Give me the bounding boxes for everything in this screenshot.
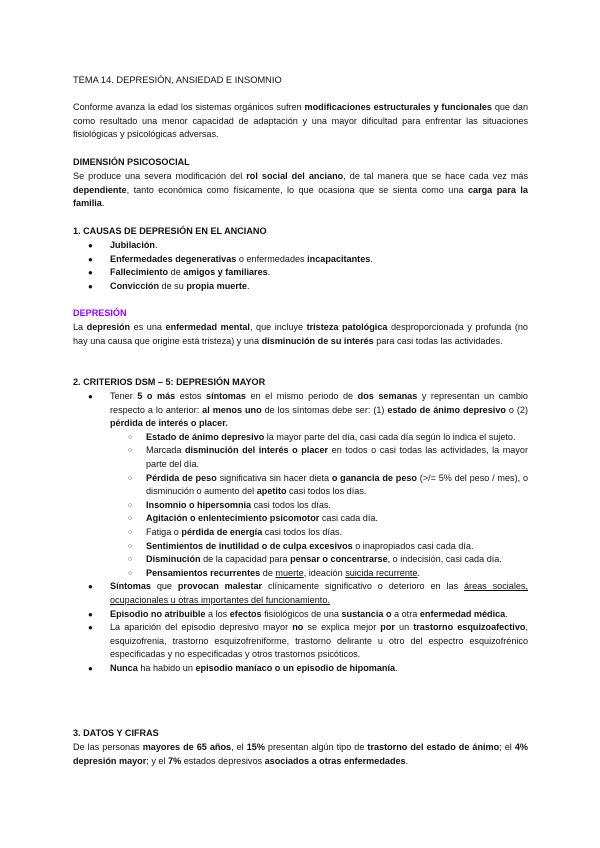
bold-text: pérdida de interés o placer. bbox=[110, 418, 228, 429]
text-run: o inapropiados casi cada día. bbox=[352, 540, 474, 551]
text-run: Conforme avanza la edad los sistemas orgánicos sufren bbox=[73, 102, 305, 112]
bullet-icon: ● bbox=[88, 623, 93, 633]
bold-text: sustancia bbox=[341, 608, 384, 619]
bold-text: 15% bbox=[246, 742, 265, 752]
bold-text: Agitación o enlentecimiento psicomotor bbox=[146, 513, 320, 524]
bold-text: rol social del anciano bbox=[246, 171, 344, 181]
bold-text: enfermedad mental bbox=[165, 322, 250, 332]
sub-list-item bbox=[73, 472, 528, 499]
text-run: clínicamente significativo o deterioro en las bbox=[262, 581, 464, 592]
text-run: a los bbox=[205, 608, 230, 619]
bold-text: Estado de ánimo depresivo bbox=[146, 431, 265, 442]
text-run: ha habido un bbox=[137, 662, 196, 673]
text-run: un bbox=[394, 622, 414, 633]
text-run: , el bbox=[231, 742, 247, 752]
circle-bullet-icon: ○ bbox=[128, 528, 133, 536]
bold-text: o ganancia de peso bbox=[331, 472, 417, 483]
text-run: . bbox=[505, 608, 508, 619]
text-run: ; el bbox=[499, 742, 515, 752]
text-run: . bbox=[101, 198, 105, 209]
text-run: presentan algún tipo de bbox=[264, 742, 368, 752]
text-run: , ideación bbox=[303, 567, 346, 578]
datos-paragraph bbox=[73, 741, 528, 768]
datos-heading: 3. DATOS Y CIFRAS bbox=[73, 728, 159, 738]
bold-text: síntomas bbox=[206, 391, 246, 401]
bold-text: trastorno del estado de ánimo bbox=[367, 742, 500, 752]
bullet-icon: ● bbox=[88, 254, 93, 264]
text-run: . bbox=[370, 253, 373, 264]
text-run: o enfermedades bbox=[236, 253, 308, 264]
bold-text: disminución de su interés bbox=[261, 335, 374, 346]
bold-text: depresión bbox=[86, 322, 131, 332]
text-run: Se produce una severa modificación del bbox=[73, 171, 247, 181]
text-run: se explica mejor bbox=[303, 622, 381, 633]
bold-text: Pérdida de peso bbox=[146, 472, 217, 483]
list-item bbox=[73, 608, 528, 622]
text-run: de bbox=[260, 567, 276, 578]
list-item bbox=[73, 580, 528, 607]
bold-text: disminución del interés o placer bbox=[184, 445, 329, 456]
text-run: desproporcionada y profunda (no hay una causa que origine está tristeza) y una bbox=[73, 322, 528, 346]
text-run: estados depresivos bbox=[181, 755, 265, 766]
bold-text: estado de ánimo depresivo bbox=[387, 404, 506, 415]
text-run: de bbox=[168, 267, 184, 278]
causas-list bbox=[73, 239, 528, 293]
text-run: casi todos los días. bbox=[262, 526, 343, 537]
underlined-text: áreas sociales, ocupacionales u otras importantes del funcionamiento. bbox=[110, 581, 528, 605]
criterios-list bbox=[73, 390, 528, 675]
bold-text: dependiente bbox=[73, 184, 127, 195]
text-run: en el mismo periodo de bbox=[245, 391, 358, 401]
bold-text: Convicción bbox=[110, 280, 160, 291]
bold-text: Enfermedades degenerativas bbox=[110, 253, 237, 264]
text-run: significativa sin hacer dieta bbox=[216, 472, 332, 483]
sub-list-item bbox=[73, 526, 528, 540]
bullet-icon: ● bbox=[88, 241, 93, 250]
bullet-icon: ● bbox=[88, 281, 93, 291]
circle-bullet-icon: ○ bbox=[128, 474, 133, 482]
bold-text: propia muerte bbox=[186, 280, 247, 291]
sub-list-item bbox=[73, 444, 528, 471]
text-run: . bbox=[395, 662, 398, 673]
bold-text: Síntomas bbox=[110, 581, 151, 592]
bold-text: pérdida de energía bbox=[181, 526, 263, 537]
text-run: en todos o casi todas las actividades, la mayor parte del día. bbox=[146, 445, 528, 469]
bold-text: o bbox=[385, 608, 392, 619]
list-item bbox=[73, 621, 528, 662]
sub-list-item bbox=[73, 499, 528, 513]
circle-bullet-icon: ○ bbox=[128, 556, 133, 564]
text-run: , esquizofrenia, trastorno esquizofreniforme, trastorno delirante u otro del espectro esquizofrénico especificadas y no especificadas y otros trastornos psicóticos. bbox=[110, 622, 528, 660]
text-run: fisiológicos de una bbox=[261, 608, 342, 619]
bullet-icon: ● bbox=[88, 268, 93, 278]
document-title: TEMA 14. DEPRESIÓN, ANSIEDAD E INSOMNIO bbox=[73, 75, 282, 85]
text-run: , tanto económica como físicamente, lo que ocasiona que se sienta como una bbox=[126, 184, 468, 195]
text-run: estos bbox=[175, 391, 207, 401]
bold-text: 7% bbox=[168, 755, 182, 766]
list-item bbox=[73, 662, 528, 676]
text-run: que bbox=[150, 581, 178, 592]
text-run: (>/= 5% del peso / mes), o disminución o aumento del bbox=[146, 472, 528, 497]
bold-text: por bbox=[380, 622, 395, 633]
bold-text: tristeza patológica bbox=[306, 322, 388, 332]
bold-text: Pensamientos recurrentes bbox=[146, 567, 261, 578]
bold-text: 4% depresión mayor bbox=[73, 742, 528, 766]
text-run: a otra bbox=[391, 608, 420, 619]
bold-text: asociados a otras enfermedades bbox=[264, 755, 406, 766]
bullet-icon: ● bbox=[88, 582, 93, 592]
bold-text: Nunca bbox=[110, 662, 138, 673]
text-run: , de tal manera que se hace cada vez más bbox=[343, 171, 529, 181]
text-run: . bbox=[154, 240, 158, 250]
bold-text: amigos y familiares bbox=[183, 267, 268, 278]
bold-text: enfermedad médica bbox=[419, 608, 506, 619]
sub-list-item bbox=[73, 512, 528, 526]
text-run: , o indecisión, casi cada día. bbox=[387, 554, 502, 565]
text-run: . bbox=[246, 280, 250, 291]
sub-list-item bbox=[73, 567, 528, 581]
text-run: la mayor parte del día, casi cada día según lo indica el sujeto. bbox=[264, 431, 516, 442]
bold-text: Episodio no atribuible bbox=[110, 608, 206, 619]
bold-text: 5 o más bbox=[137, 391, 176, 401]
bold-text: Fallecimiento bbox=[110, 267, 169, 278]
bold-text: episodio maníaco o un episodio de hipomanía bbox=[195, 662, 396, 673]
text-run: De las personas bbox=[73, 742, 143, 752]
bold-text: trastorno esquizoafectivo bbox=[413, 622, 526, 633]
bold-text: Disminución bbox=[146, 554, 201, 565]
depresion-paragraph bbox=[73, 321, 528, 348]
circle-bullet-icon: ○ bbox=[128, 542, 133, 550]
circle-bullet-icon: ○ bbox=[128, 501, 133, 509]
psicosocial-paragraph bbox=[73, 170, 528, 211]
bold-text: carga para la familia bbox=[73, 184, 528, 209]
causas-heading: 1. CAUSAS DE DEPRESIÓN EN EL ANCIANO bbox=[73, 226, 267, 236]
bold-text: Jubilación bbox=[110, 240, 155, 250]
list-item bbox=[73, 280, 528, 294]
text-run: de su bbox=[159, 280, 187, 291]
text-run: o (2) bbox=[505, 404, 529, 415]
list-item bbox=[73, 239, 528, 253]
text-run: Marcada bbox=[146, 445, 185, 456]
depresion-heading: DEPRESIÓN bbox=[73, 308, 127, 318]
list-item bbox=[73, 266, 528, 280]
text-run: de los síntomas debe ser: (1) bbox=[261, 404, 388, 415]
text-run: . bbox=[267, 267, 271, 278]
text-run: Fatiga o bbox=[146, 526, 182, 537]
text-run: ; y el bbox=[146, 755, 169, 766]
criterios-heading: 2. CRITERIOS DSM – 5: DEPRESIÓN MAYOR bbox=[73, 377, 266, 387]
bullet-icon: ● bbox=[88, 609, 93, 619]
text-run: casi cada día. bbox=[319, 513, 378, 524]
text-run: , que incluye bbox=[249, 322, 307, 332]
bold-text: al menos uno bbox=[202, 404, 262, 415]
circle-bullet-icon: ○ bbox=[128, 515, 133, 523]
text-run: de la capacidad para bbox=[200, 554, 291, 565]
sub-list-item bbox=[73, 431, 528, 445]
text-run: La aparición del episodio depresivo mayor bbox=[110, 622, 293, 633]
bold-text: apetito bbox=[256, 486, 287, 497]
text-run: para casi todas las actividades. bbox=[373, 335, 503, 346]
circle-bullet-icon: ○ bbox=[128, 447, 133, 455]
text-run: que dan como resultado una menor capacidad de adaptación y una mayor dificultad para enfrentar las situaciones fisiológicas y psicológicas adversas. bbox=[73, 102, 529, 140]
bold-text: incapacitantes bbox=[307, 253, 371, 264]
text-run: La bbox=[73, 322, 87, 332]
underlined-text: muerte bbox=[275, 567, 304, 578]
sub-list-item bbox=[73, 553, 528, 567]
bold-text: Insomnio o hipersomnia bbox=[146, 499, 252, 510]
psicosocial-heading: DIMENSIÓN PSICOSOCIAL bbox=[73, 157, 190, 167]
bold-text: no bbox=[292, 622, 304, 633]
bold-text: modificaciones estructurales y funcionales bbox=[304, 102, 492, 112]
list-item bbox=[73, 390, 528, 431]
text-run: casi todos los días. bbox=[286, 486, 367, 497]
circle-bullet-icon: ○ bbox=[128, 569, 133, 577]
text-run: . bbox=[417, 567, 420, 578]
intro-paragraph bbox=[73, 101, 528, 142]
bold-text: mayores de 65 años bbox=[142, 742, 232, 752]
text-run: es una bbox=[130, 322, 166, 332]
bold-text: Sentimientos de inutilidad o de culpa excesivos bbox=[146, 540, 353, 551]
text-run: . bbox=[405, 755, 409, 766]
text-run: y representan un cambio respecto a lo anterior: bbox=[110, 391, 528, 415]
bullet-icon: ● bbox=[88, 392, 93, 401]
list-item bbox=[73, 253, 528, 267]
text-run: Tener bbox=[110, 391, 138, 401]
text-run: casi todos los días. bbox=[251, 499, 331, 510]
bullet-icon: ● bbox=[88, 663, 93, 673]
bold-text: dos semanas bbox=[357, 391, 418, 401]
circle-bullet-icon: ○ bbox=[128, 433, 133, 441]
bold-text: efectos bbox=[229, 608, 262, 619]
bold-text: pensar o concentrarse bbox=[290, 554, 388, 565]
underlined-text: suicida recurrente bbox=[345, 567, 418, 578]
bold-text: provocan malestar bbox=[177, 581, 263, 592]
sub-list-item bbox=[73, 540, 528, 554]
